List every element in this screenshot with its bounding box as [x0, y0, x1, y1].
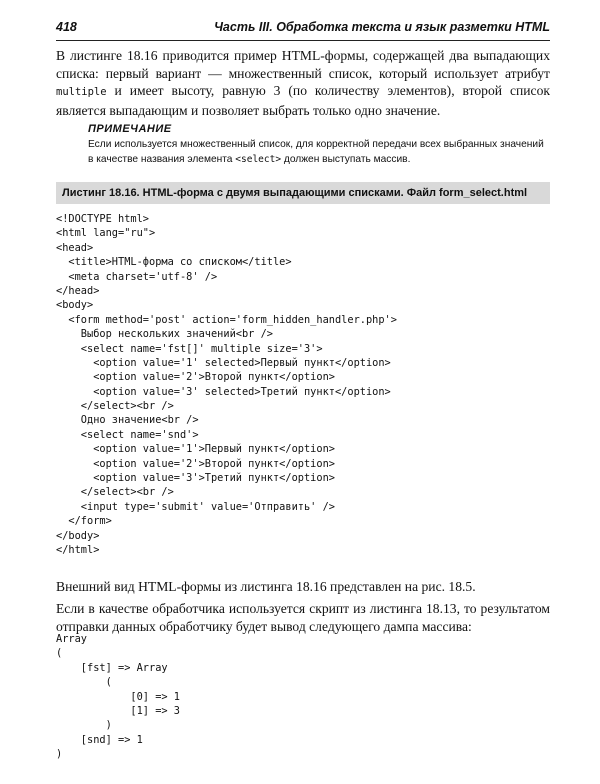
code-line: </head>: [56, 284, 100, 297]
code-line: <!DOCTYPE html>: [56, 213, 149, 225]
figure-reference-paragraph: Внешний вид HTML-формы из листинга 18.16 представлен на рис. 18.5.: [56, 579, 476, 594]
code-line: <select name='snd'>: [56, 428, 199, 441]
code-line: <option value='1' selected>Первый пункт</option>: [56, 356, 391, 369]
intro-paragraph: В листинге 18.16 приводится пример HTML-формы, содержащей два выпадающих списка: первый вариант — множественный список, который использует атрибут multiple и имеет высоту, равную 3 (по количеству элементов), второй список является выпадающим и позволяет выбрать только одно значение.: [56, 48, 550, 118]
code-line: <body>: [56, 299, 94, 312]
code-line: <title>HTML-форма со списком</title>: [56, 256, 292, 269]
code-line: <option value='3' selected>Третий пункт</option>: [56, 385, 391, 398]
code-line: <html lang="ru">: [56, 227, 156, 240]
code-line: <select name='fst[]' multiple size='3'>: [56, 342, 323, 355]
code-line: <form method='post' action='form_hidden_handler.php'>: [56, 313, 397, 326]
note-text: Если используется множественный список, для корректной передачи всех выбранных значений в качестве названия элемента <select> должен выступать массив.: [88, 139, 544, 165]
listing-code: [56, 212, 397, 557]
listing-caption: Листинг 18.16. HTML-форма с двумя выпадающими списками. Файл form_select.html: [56, 182, 550, 204]
code-line: <input type='submit' value='Отправить' />: [56, 500, 335, 513]
page-number: 418: [56, 20, 77, 34]
code-line: </html>: [56, 543, 100, 556]
code-line: </select><br />: [56, 400, 174, 413]
code-line: Выбор нескольких значений<br />: [56, 328, 273, 341]
dump-line: Array: [56, 633, 87, 645]
attribute-multiple: multiple: [56, 86, 107, 98]
code-line: <option value='1'>Первый пункт</option>: [56, 443, 335, 456]
array-dump: [56, 632, 180, 762]
note-title: ПРИМЕЧАНИЕ: [88, 123, 172, 135]
dump-line: (: [56, 676, 112, 689]
code-line: Одно значение<br />: [56, 414, 199, 427]
handler-paragraph: Если в качестве обработчика используется скрипт из листинга 18.13, то результатом отправки данных обработчику будет вывод следующего дампа массива:: [56, 601, 550, 634]
dump-line: (: [56, 647, 63, 660]
code-line: </select><br />: [56, 486, 174, 499]
dump-line: [1] => 3: [56, 704, 180, 717]
dump-line: ): [56, 748, 63, 761]
code-line: </form>: [56, 515, 112, 528]
running-header: [56, 18, 550, 41]
dump-line: [fst] => Array: [56, 661, 168, 674]
dump-line: ): [56, 719, 112, 732]
dump-line: [snd] => 1: [56, 733, 143, 746]
code-line: <option value='3'>Третий пункт</option>: [56, 472, 335, 485]
code-line: <head>: [56, 241, 94, 254]
code-line: <meta charset='utf-8' />: [56, 270, 218, 283]
part-title: Часть III. Обработка текста и язык разметки HTML: [214, 20, 550, 34]
code-line: <option value='2'>Второй пункт</option>: [56, 371, 335, 384]
select-tag: <select>: [235, 153, 282, 165]
code-line: </body>: [56, 529, 100, 542]
dump-line: [0] => 1: [56, 690, 180, 703]
code-line: <option value='2'>Второй пункт</option>: [56, 457, 335, 470]
